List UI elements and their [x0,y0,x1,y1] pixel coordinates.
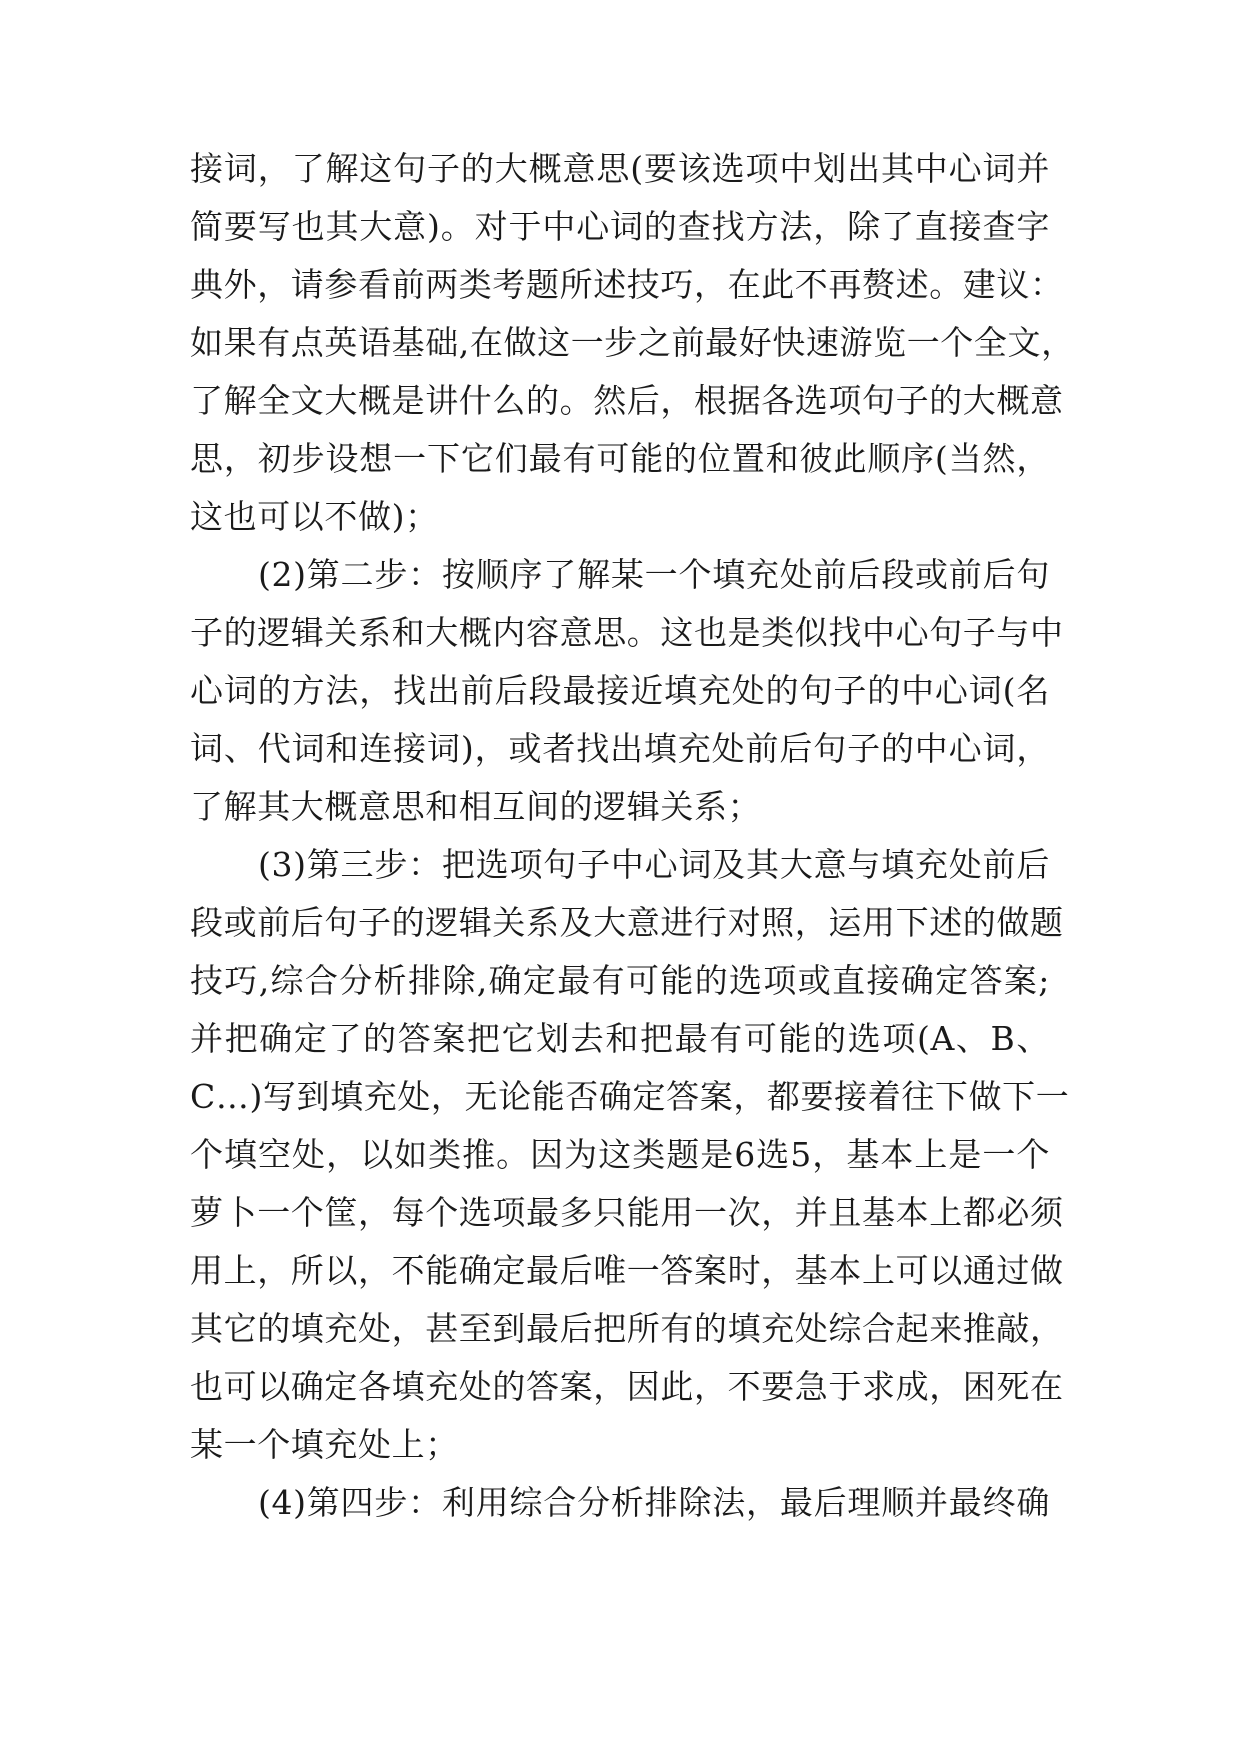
text-line: 技巧,综合分析排除,确定最有可能的选项或直接确定答案; [190,961,1050,1000]
paragraph-start-line: (2)第二步：按顺序了解某一个填充处前后段或前后句 [258,555,1050,594]
text-line: 萝卜一个筐，每个选项最多只能用一次，并且基本上都必须 [190,1193,1064,1232]
text-line: 心词的方法，找出前后段最接近填充处的句子的中心词(名 [190,671,1050,710]
text-line: 段或前后句子的逻辑关系及大意进行对照，运用下述的做题 [190,903,1064,942]
text-line: 了解其大概意思和相互间的逻辑关系； [190,787,762,826]
text-line: 如果有点英语基础,在做这一步之前最好快速游览一个全文， [190,323,1075,362]
text-line: 子的逻辑关系和大概内容意思。这也是类似找中心句子与中 [190,613,1064,652]
paragraph-start-line: (4)第四步：利用综合分析排除法，最后理顺并最终确 [258,1483,1050,1522]
text-line: 也可以确定各填充处的答案，因此，不要急于求成，困死在 [190,1367,1064,1406]
text-line: 接词，了解这句子的大概意思(要该选项中划出其中心词并 [190,149,1050,188]
text-line: C…)写到填充处，无论能否确定答案，都要接着往下做下一 [190,1077,1070,1116]
paragraph-start-line: (3)第三步：把选项句子中心词及其大意与填充处前后 [258,845,1050,884]
text-line: 个填空处，以如类推。因为这类题是6选5，基本上是一个 [190,1135,1050,1174]
text-line: 了解全文大概是讲什么的。然后，根据各选项句子的大概意 [190,381,1064,420]
text-line: 典外，请参看前两类考题所述技巧，在此不再赘述。建议： [190,265,1064,304]
text-line: 这也可以不做)； [190,497,439,536]
text-line: 某一个填充处上； [190,1425,459,1464]
text-line: 其它的填充处，甚至到最后把所有的填充处综合起来推敲， [190,1309,1064,1348]
text-line: 词、代词和连接词)，或者找出填充处前后句子的中心词， [190,729,1050,768]
text-line: 简要写也其大意)。对于中心词的查找方法，除了直接查字 [190,207,1050,246]
text-line: 并把确定了的答案把它划去和把最有可能的选项(A、B、 [190,1019,1050,1058]
text-line: 用上，所以，不能确定最后唯一答案时，基本上可以通过做 [190,1251,1064,1290]
text-line: 思，初步设想一下它们最有可能的位置和彼此顺序(当然， [190,439,1050,478]
